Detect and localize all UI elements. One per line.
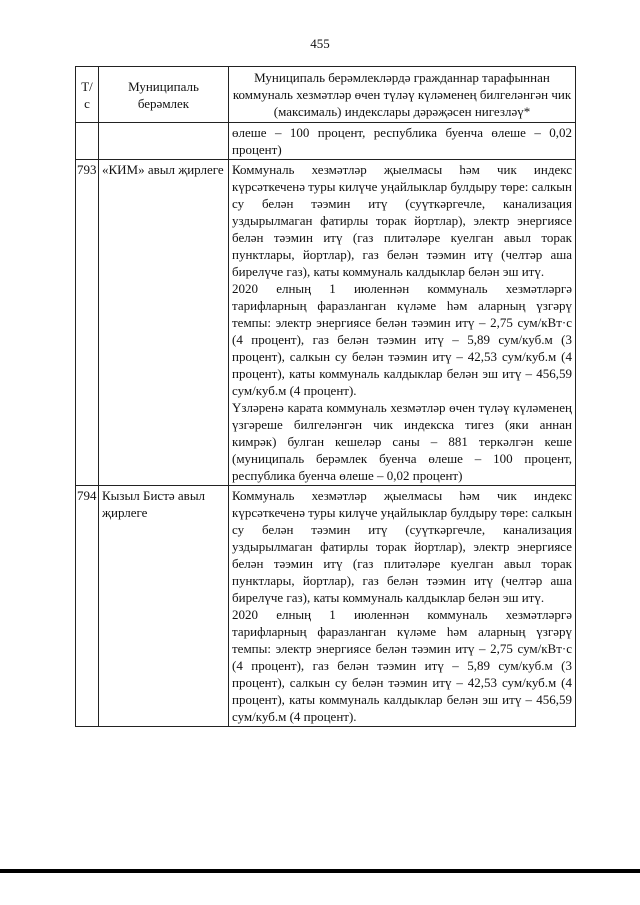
row-number: 793 <box>76 160 99 486</box>
scan-bottom-border <box>0 869 640 873</box>
table-row-continuation <box>76 123 576 160</box>
header-indices: Муниципаль берәмлекләрдә гражданнар тарафыннан коммуналь хезмәтләр өчен түләү күләменең билгеләнгән чик (максималь) индекслары дәрәҗәсен нигезләү* <box>229 67 576 123</box>
continuation-text: өлеше – 100 процент, республика буенча өлеше – 0,02 процент) <box>229 123 576 160</box>
table-row <box>76 160 576 486</box>
continuation-municipality-cell <box>99 123 229 160</box>
tariff-table <box>75 66 576 727</box>
indices-cell <box>229 160 576 486</box>
row-number: 794 <box>76 486 99 727</box>
table-header-row <box>76 67 576 123</box>
paragraph: Үзләренә карата коммуналь хезмәтләр өчен түләү күләменең үзгәреше билгеләнгән чик индекска тигез (яки аннан кимрәк) булган кешеләр саны – 881 теркәлгән кеше (муниципаль берәмлек буенча өлеше – 100 процент, республика буенча өлеше – 0,02 процент) <box>232 400 572 483</box>
indices-cell <box>229 486 576 727</box>
page-number: 455 <box>310 36 330 51</box>
paragraph: Коммуналь хезмәтләр җыелмасы һәм чик индекс күрсәткеченә туры килүче уңайлыклар булдыру төре: салкын су белән тәэмин итү (суүткәргечле, канализация уздырылмаган фатирлы торак йортлар), электр энергиясе белән тәэмин итү (газ плитәләре куелган авыл торак пунктлары, йортлар), газ белән тәэмин итү (челтәр аша бирелүче газ), каты коммуналь калдыклар белән эш итү. <box>232 488 572 605</box>
paragraph: 2020 елның 1 июленнән коммуналь хезмәтләргә тарифларның фаразланган күләме һәм аларның үзгәрү темпы: электр энергиясе белән тәэмин итү – 2,75 сум/кВт·с (4 процент), газ белән тәэмин итү – 5,89 сум/куб.м (3 процент), салкын су белән тәэмин итү – 42,53 сум/куб.м (4 процент), каты коммуналь калдыклар белән эш итү – 456,59 сум/куб.м (4 процент). <box>232 607 572 724</box>
header-municipality: Муниципаль берәмлек <box>99 67 229 123</box>
paragraph: Коммуналь хезмәтләр җыелмасы һәм чик индекс күрсәткеченә туры килүче уңайлыклар булдыру төре: салкын су белән тәэмин итү (суүткәргечле, канализация уздырылмаган фатирлы торак йортлар), электр энергиясе белән тәэмин итү (газ плитәләре куелган авыл торак пунктлары, йортлар), газ белән тәэмин итү (челтәр аша бирелүче газ), каты коммуналь калдыклар белән эш итү. <box>232 162 572 279</box>
table-row <box>76 486 576 727</box>
paragraph: 2020 елның 1 июленнән коммуналь хезмәтләргә тарифларның фаразланган күләме һәм аларның үзгәрү темпы: электр энергиясе белән тәэмин итү – 2,75 сум/кВт·с (4 процент), газ белән тәэмин итү – 5,89 сум/куб.м (3 процент), салкын су белән тәэмин итү – 42,53 сум/куб.м (4 процент), каты коммуналь калдыклар белән эш итү – 456,59 сум/куб.м (4 процент). <box>232 281 572 398</box>
municipality-name: Кызыл Бистә авыл җирлеге <box>99 486 229 727</box>
header-num: Т/с <box>76 67 99 123</box>
municipality-name: «КИМ» авыл җирлеге <box>99 160 229 486</box>
continuation-num-cell <box>76 123 99 160</box>
